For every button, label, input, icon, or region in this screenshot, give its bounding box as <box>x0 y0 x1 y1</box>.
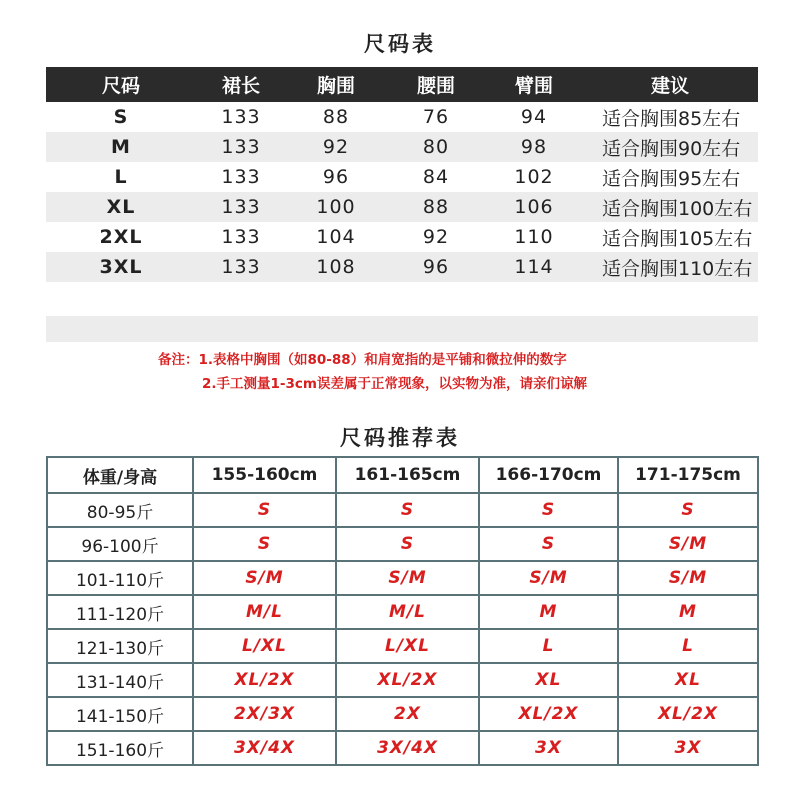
table-row <box>47 527 758 561</box>
length-cell: 133 <box>196 192 286 222</box>
recommend-cell: 2X/3X <box>193 697 336 731</box>
recommend-cell: S/M <box>618 561 758 595</box>
waist-cell: 88 <box>386 192 486 222</box>
recommend-cell: M <box>479 595 618 629</box>
recommend-cell: L <box>618 629 758 663</box>
waist-cell: 96 <box>386 252 486 282</box>
size-chart-table <box>46 67 758 282</box>
header-height-range: 161-165cm <box>336 457 479 493</box>
table-row <box>47 731 758 765</box>
recommend-cell: XL/2X <box>479 697 618 731</box>
table-row <box>47 663 758 697</box>
advice-cell: 适合胸围95左右 <box>582 162 758 192</box>
header-arm: 臂围 <box>486 67 582 102</box>
recommend-cell: S <box>479 527 618 561</box>
divider-bar <box>46 316 758 342</box>
advice-cell: 适合胸围85左右 <box>582 102 758 132</box>
weight-cell: 131-140斤 <box>47 663 193 697</box>
size-chart-title: 尺码表 <box>364 32 436 56</box>
recommend-cell: 3X/4X <box>193 731 336 765</box>
arm-cell: 94 <box>486 102 582 132</box>
size-cell: L <box>46 162 196 192</box>
recommend-cell: L <box>479 629 618 663</box>
recommend-cell: M/L <box>193 595 336 629</box>
recommend-cell: M <box>618 595 758 629</box>
size-cell: M <box>46 132 196 162</box>
weight-cell: 101-110斤 <box>47 561 193 595</box>
waist-cell: 92 <box>386 222 486 252</box>
header-height-range: 171-175cm <box>618 457 758 493</box>
weight-cell: 121-130斤 <box>47 629 193 663</box>
table-row <box>47 561 758 595</box>
recommend-cell: L/XL <box>336 629 479 663</box>
recommend-cell: XL <box>479 663 618 697</box>
recommend-cell: L/XL <box>193 629 336 663</box>
recommend-cell: 2X <box>336 697 479 731</box>
length-cell: 133 <box>196 132 286 162</box>
recommend-chart-title: 尺码推荐表 <box>340 426 460 450</box>
size-chart-header-row <box>46 67 758 102</box>
length-cell: 133 <box>196 102 286 132</box>
bust-cell: 100 <box>286 192 386 222</box>
recommend-cell: S <box>193 527 336 561</box>
recommend-cell: S/M <box>479 561 618 595</box>
note-line-2: 2.手工测量1-3cm误差属于正常现象，以实物为准，请亲们谅解 <box>202 376 587 392</box>
arm-cell: 102 <box>486 162 582 192</box>
table-row <box>46 132 758 162</box>
recommend-chart-table <box>46 456 759 766</box>
waist-cell: 76 <box>386 102 486 132</box>
header-waist: 腰围 <box>386 67 486 102</box>
table-row <box>47 595 758 629</box>
weight-cell: 151-160斤 <box>47 731 193 765</box>
arm-cell: 114 <box>486 252 582 282</box>
recommend-header-row <box>47 457 758 493</box>
header-weight-height: 体重/身高 <box>47 457 193 493</box>
table-row <box>46 222 758 252</box>
recommend-cell: S <box>336 527 479 561</box>
waist-cell: 84 <box>386 162 486 192</box>
arm-cell: 106 <box>486 192 582 222</box>
waist-cell: 80 <box>386 132 486 162</box>
header-bust: 胸围 <box>286 67 386 102</box>
weight-cell: 80-95斤 <box>47 493 193 527</box>
size-cell: 2XL <box>46 222 196 252</box>
recommend-cell: S <box>479 493 618 527</box>
recommend-cell: S/M <box>336 561 479 595</box>
arm-cell: 98 <box>486 132 582 162</box>
table-row <box>46 102 758 132</box>
header-length: 裙长 <box>196 67 286 102</box>
size-cell: XL <box>46 192 196 222</box>
table-row <box>47 493 758 527</box>
bust-cell: 92 <box>286 132 386 162</box>
size-cell: S <box>46 102 196 132</box>
table-row <box>46 252 758 282</box>
recommend-cell: XL/2X <box>336 663 479 697</box>
bust-cell: 96 <box>286 162 386 192</box>
recommend-cell: S <box>336 493 479 527</box>
advice-cell: 适合胸围105左右 <box>582 222 758 252</box>
table-row <box>46 192 758 222</box>
recommend-cell: XL/2X <box>618 697 758 731</box>
table-row <box>47 629 758 663</box>
header-height-range: 166-170cm <box>479 457 618 493</box>
recommend-cell: XL/2X <box>193 663 336 697</box>
table-row <box>46 162 758 192</box>
header-size: 尺码 <box>46 67 196 102</box>
arm-cell: 110 <box>486 222 582 252</box>
advice-cell: 适合胸围90左右 <box>582 132 758 162</box>
length-cell: 133 <box>196 252 286 282</box>
header-advice: 建议 <box>582 67 758 102</box>
advice-cell: 适合胸围100左右 <box>582 192 758 222</box>
recommend-cell: S/M <box>618 527 758 561</box>
bust-cell: 108 <box>286 252 386 282</box>
header-height-range: 155-160cm <box>193 457 336 493</box>
recommend-cell: 3X/4X <box>336 731 479 765</box>
weight-cell: 111-120斤 <box>47 595 193 629</box>
bust-cell: 104 <box>286 222 386 252</box>
recommend-cell: M/L <box>336 595 479 629</box>
recommend-cell: 3X <box>618 731 758 765</box>
size-cell: 3XL <box>46 252 196 282</box>
length-cell: 133 <box>196 162 286 192</box>
recommend-cell: S <box>618 493 758 527</box>
bust-cell: 88 <box>286 102 386 132</box>
weight-cell: 141-150斤 <box>47 697 193 731</box>
table-row <box>47 697 758 731</box>
recommend-cell: S <box>193 493 336 527</box>
advice-cell: 适合胸围110左右 <box>582 252 758 282</box>
recommend-cell: XL <box>618 663 758 697</box>
note-line-1: 备注：1.表格中胸围（如80-88）和肩宽指的是平铺和微拉伸的数字 <box>158 352 567 368</box>
recommend-cell: S/M <box>193 561 336 595</box>
length-cell: 133 <box>196 222 286 252</box>
recommend-cell: 3X <box>479 731 618 765</box>
weight-cell: 96-100斤 <box>47 527 193 561</box>
